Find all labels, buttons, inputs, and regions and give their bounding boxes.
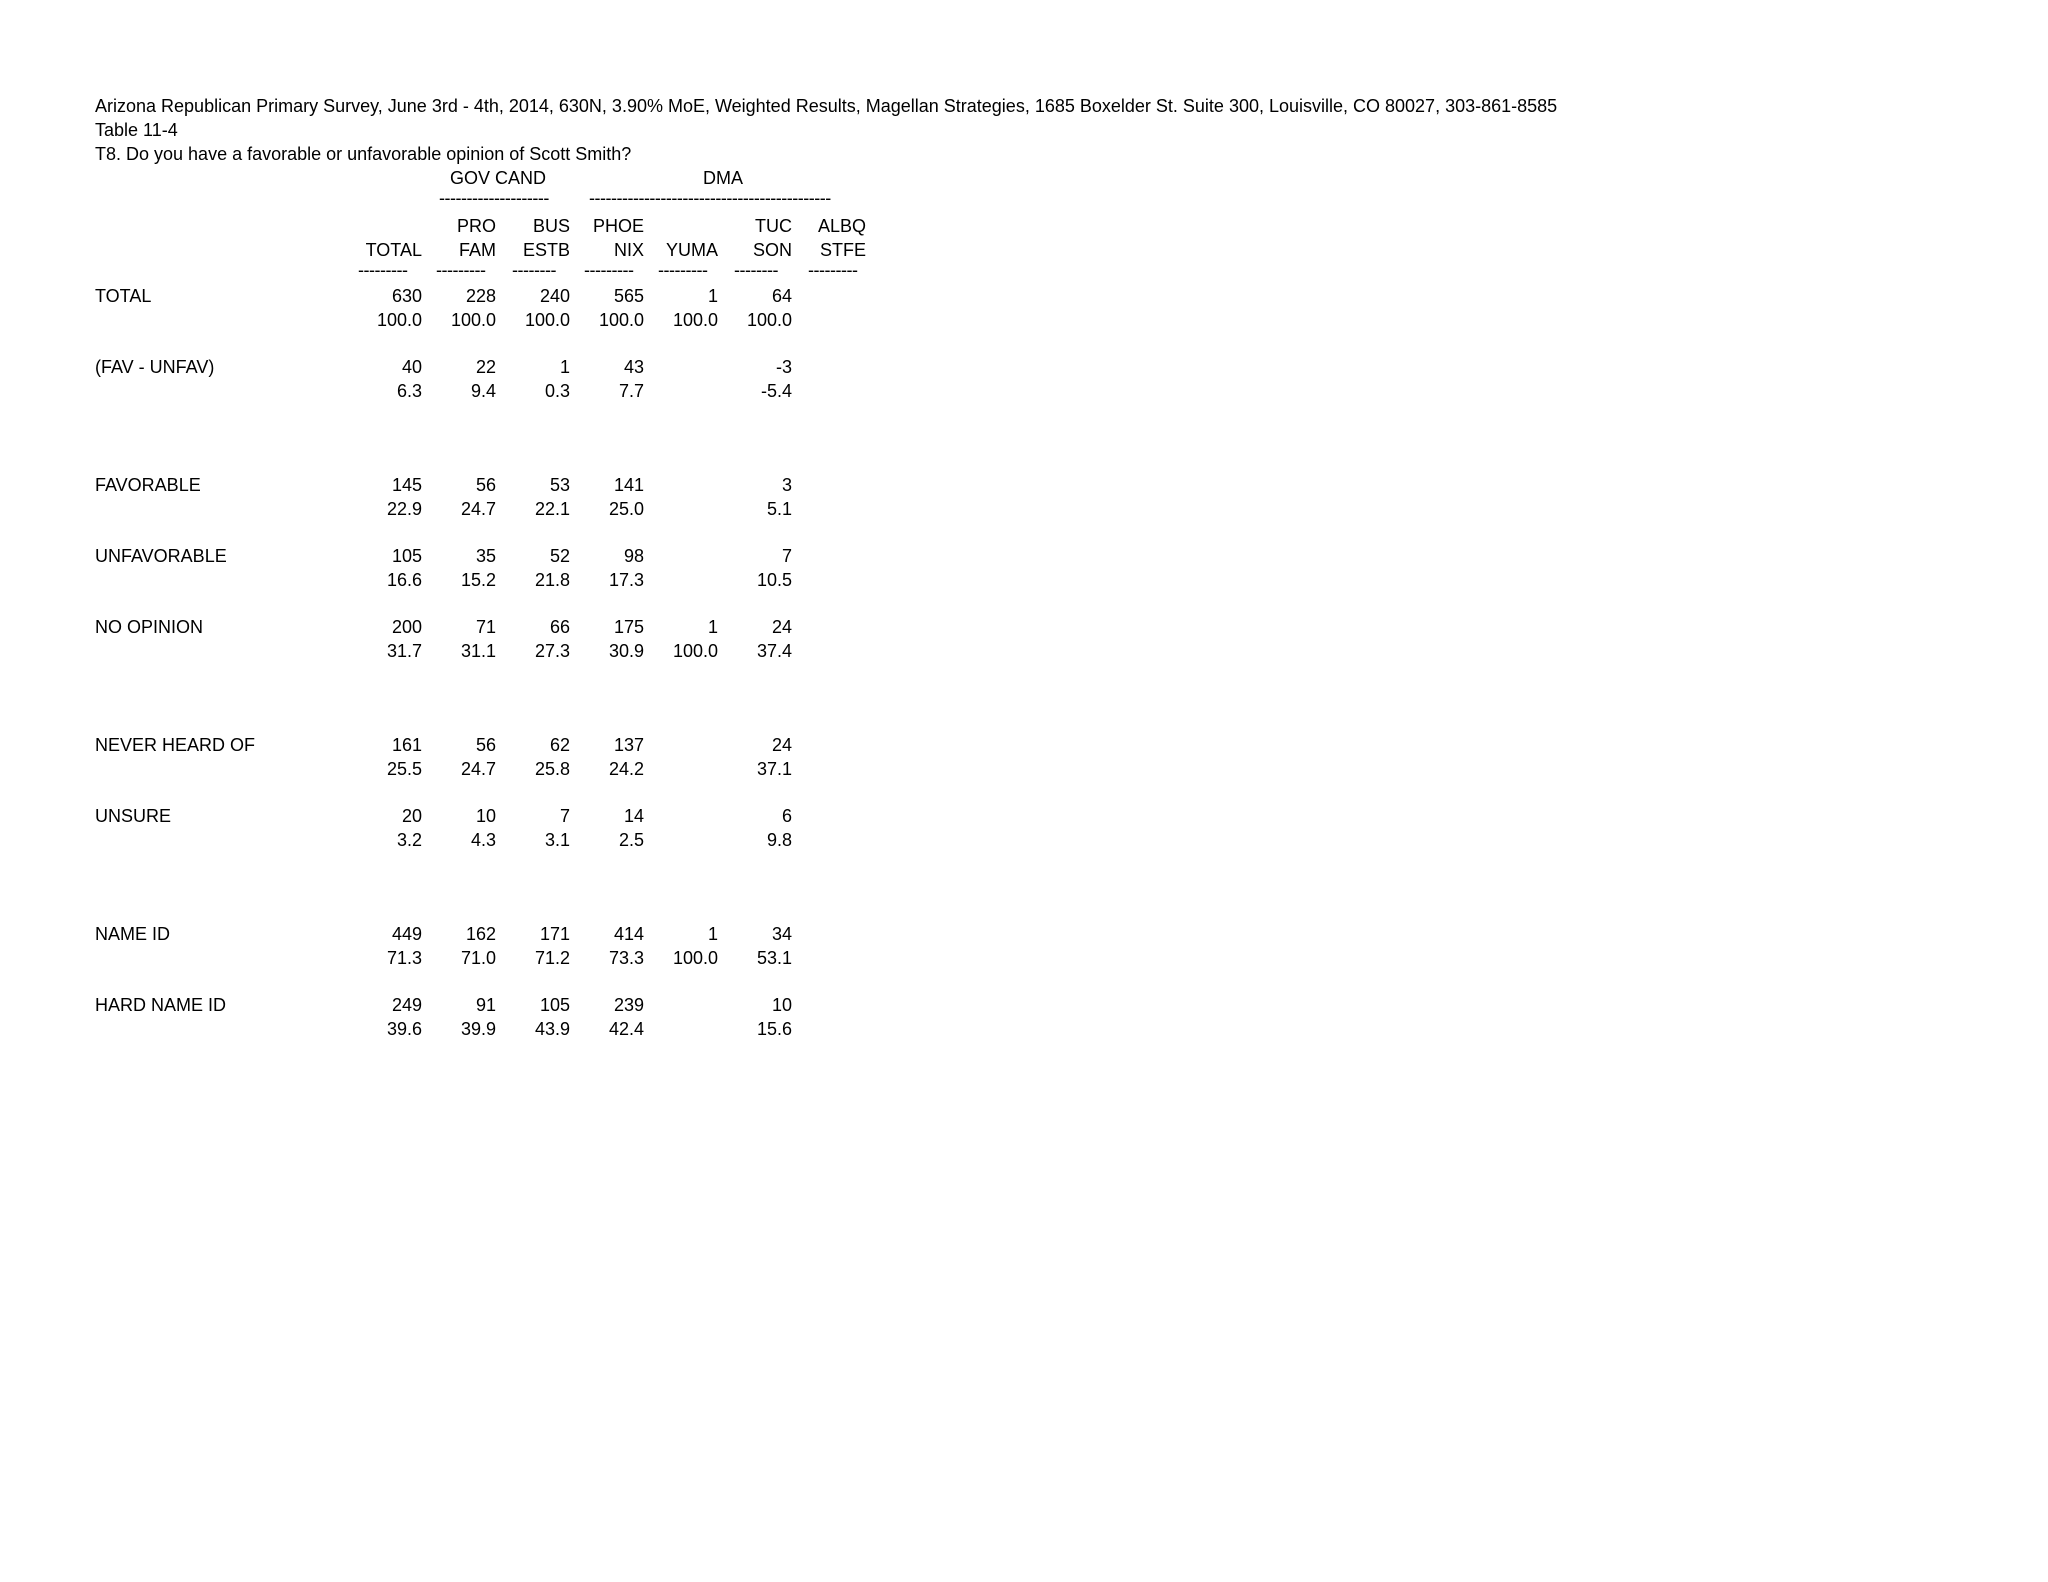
percent-cell: 22.9: [386, 499, 422, 519]
percent-cell: 24.2: [608, 759, 644, 779]
count-cell: 240: [539, 286, 570, 306]
count-cell: 1: [559, 357, 570, 377]
percent-cell: 31.1: [460, 641, 496, 661]
column-header-line1: TUC: [755, 216, 792, 236]
count-cell: 6: [781, 806, 792, 826]
percent-cell: 37.4: [756, 641, 792, 661]
percent-cell: 16.6: [386, 570, 422, 590]
count-cell: 7: [781, 546, 792, 566]
count-cell: 24: [771, 735, 792, 755]
percent-cell: 3.1: [544, 830, 570, 850]
percent-cell: 100.0: [672, 310, 718, 330]
count-cell: 10: [771, 995, 792, 1015]
count-cell: 137: [613, 735, 644, 755]
question-text: T8. Do you have a favorable or unfavorable opinion of Scott Smith?: [95, 144, 632, 164]
percent-cell: 31.7: [386, 641, 422, 661]
column-header-line1: PRO: [456, 216, 496, 236]
column-header-line1: BUS: [532, 216, 570, 236]
group-label-gov-cand: GOV CAND: [450, 168, 547, 188]
percent-cell: 25.0: [608, 499, 644, 519]
count-cell: 40: [401, 357, 422, 377]
row-label: UNSURE: [95, 806, 172, 826]
count-cell: 145: [391, 475, 422, 495]
percent-cell: 3.2: [396, 830, 422, 850]
percent-cell: 100.0: [672, 948, 718, 968]
count-cell: -3: [775, 357, 792, 377]
count-cell: 98: [623, 546, 644, 566]
survey-title: Arizona Republican Primary Survey, June 3rd - 4th, 2014, 630N, 3.90% MoE, Weighted Results, Magellan Strategies, 1685 Boxelder St. Suite 300, Louisville, CO 80027, 303-861-8585: [95, 96, 1558, 116]
column-header-line2: FAM: [458, 240, 496, 260]
percent-cell: 7.7: [618, 381, 644, 401]
count-cell: 66: [549, 617, 570, 637]
column-header-line2: YUMA: [665, 240, 718, 260]
percent-cell: 100.0: [598, 310, 644, 330]
column-header-line1: ALBQ: [817, 216, 866, 236]
count-cell: 20: [401, 806, 422, 826]
count-cell: 171: [539, 924, 570, 944]
percent-cell: 10.5: [756, 570, 792, 590]
table-number: Table 11-4: [95, 120, 178, 140]
percent-cell: 39.9: [460, 1019, 496, 1039]
count-cell: 7: [559, 806, 570, 826]
percent-cell: 30.9: [608, 641, 644, 661]
percent-cell: 24.7: [460, 759, 496, 779]
percent-cell: 0.3: [544, 381, 570, 401]
count-cell: 24: [771, 617, 792, 637]
percent-cell: 15.6: [756, 1019, 792, 1039]
count-cell: 43: [623, 357, 644, 377]
count-cell: 34: [771, 924, 792, 944]
column-header-rule: ---------: [808, 260, 858, 280]
count-cell: 161: [391, 735, 422, 755]
count-cell: 64: [771, 286, 792, 306]
row-label: (FAV - UNFAV): [95, 357, 215, 377]
group-label-dma: DMA: [703, 168, 743, 188]
count-cell: 1: [707, 924, 718, 944]
percent-cell: 9.8: [766, 830, 792, 850]
count-cell: 449: [391, 924, 422, 944]
column-header-rule: ---------: [658, 260, 708, 280]
percent-cell: 100.0: [524, 310, 570, 330]
count-cell: 3: [781, 475, 792, 495]
percent-cell: 4.3: [470, 830, 496, 850]
percent-cell: 9.4: [470, 381, 496, 401]
count-cell: 105: [539, 995, 570, 1015]
percent-cell: -5.4: [760, 381, 792, 401]
column-header-rule: --------: [512, 260, 556, 280]
count-cell: 53: [549, 475, 570, 495]
count-cell: 105: [391, 546, 422, 566]
row-label: FAVORABLE: [95, 475, 201, 495]
count-cell: 175: [613, 617, 644, 637]
count-cell: 414: [613, 924, 644, 944]
row-label: NO OPINION: [95, 617, 204, 637]
column-header-rule: ---------: [584, 260, 634, 280]
column-header-rule: ---------: [436, 260, 486, 280]
percent-cell: 2.5: [618, 830, 644, 850]
percent-cell: 39.6: [386, 1019, 422, 1039]
count-cell: 1: [707, 286, 718, 306]
percent-cell: 42.4: [608, 1019, 644, 1039]
count-cell: 56: [475, 475, 496, 495]
percent-cell: 15.2: [460, 570, 496, 590]
percent-cell: 27.3: [534, 641, 570, 661]
column-header-rule: ---------: [358, 260, 408, 280]
count-cell: 14: [623, 806, 644, 826]
count-cell: 141: [613, 475, 644, 495]
count-cell: 228: [465, 286, 496, 306]
column-header-line2: NIX: [613, 240, 644, 260]
percent-cell: 71.0: [460, 948, 496, 968]
count-cell: 62: [549, 735, 570, 755]
row-label: NEVER HEARD OF: [95, 735, 256, 755]
column-header-line2: TOTAL: [365, 240, 422, 260]
percent-cell: 25.8: [534, 759, 570, 779]
count-cell: 630: [391, 286, 422, 306]
row-label: TOTAL: [95, 286, 152, 306]
percent-cell: 25.5: [386, 759, 422, 779]
count-cell: 1: [707, 617, 718, 637]
count-cell: 71: [475, 617, 496, 637]
row-label: NAME ID: [95, 924, 171, 944]
percent-cell: 37.1: [756, 759, 792, 779]
column-header-line1: PHOE: [592, 216, 644, 236]
column-header-line2: ESTB: [522, 240, 570, 260]
percent-cell: 5.1: [766, 499, 792, 519]
percent-cell: 100.0: [376, 310, 422, 330]
percent-cell: 71.2: [534, 948, 570, 968]
group-rule-dma: --------------------------------------------: [589, 188, 831, 208]
row-label: UNFAVORABLE: [95, 546, 227, 566]
count-cell: 200: [391, 617, 422, 637]
percent-cell: 22.1: [534, 499, 570, 519]
count-cell: 10: [475, 806, 496, 826]
percent-cell: 53.1: [756, 948, 792, 968]
count-cell: 565: [613, 286, 644, 306]
count-cell: 239: [613, 995, 644, 1015]
percent-cell: 100.0: [746, 310, 792, 330]
percent-cell: 21.8: [534, 570, 570, 590]
percent-cell: 100.0: [450, 310, 496, 330]
column-header-rule: --------: [734, 260, 778, 280]
percent-cell: 43.9: [534, 1019, 570, 1039]
count-cell: 91: [475, 995, 496, 1015]
count-cell: 22: [475, 357, 496, 377]
row-label: HARD NAME ID: [95, 995, 227, 1015]
count-cell: 249: [391, 995, 422, 1015]
percent-cell: 6.3: [396, 381, 422, 401]
column-header-line2: STFE: [819, 240, 866, 260]
percent-cell: 17.3: [608, 570, 644, 590]
group-rule-gov-cand: --------------------: [439, 188, 549, 208]
percent-cell: 71.3: [386, 948, 422, 968]
column-header-line2: SON: [752, 240, 792, 260]
percent-cell: 24.7: [460, 499, 496, 519]
count-cell: 56: [475, 735, 496, 755]
count-cell: 35: [475, 546, 496, 566]
percent-cell: 100.0: [672, 641, 718, 661]
count-cell: 162: [465, 924, 496, 944]
count-cell: 52: [549, 546, 570, 566]
percent-cell: 73.3: [608, 948, 644, 968]
